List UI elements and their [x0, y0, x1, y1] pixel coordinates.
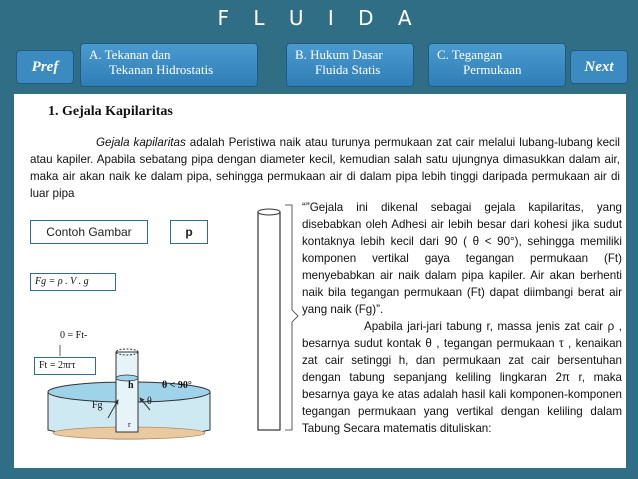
explanation-paragraph-1: “”Gejala ini dikenal sebagai gejala kapilaritas, yang disebabkan oleh Adhesi air lebih besar dari kohesi jika sudut kontaknya lebih kecil dari 90 ( θ < 90°), sehingga memiliki komponen vertikal gaya tegangan permukaan (Ft) menyebabkan air naik dalam pipa kapiler. Air akan berhenti naik bila tegangan permukaan (Ft) dapat diimbangi berat air yang naik (Fg)”. [302, 201, 622, 316]
tube-top-ellipse [258, 209, 280, 215]
explanation-paragraph-2: Apabila jari-jari tabung r, massa jenis zat cair ρ , besarnya sudut kontak θ , tegangan permukaan τ , kenaikan zat cair setinggi h, dan permukaan zat cair bersentuhan dengan tabung sepanjang keliling lingkaran 2π r, maka besarnya gaya ke atas adalah hasil kali komponen-komponen tegangan permukaan yang vertikal dengan keliling dalam Tabung Secara matematis dituliskan: [302, 320, 622, 435]
p-button-label: p [185, 225, 193, 239]
tab-tekanan-line2: Tekanan Hidrostatis [109, 62, 214, 77]
formula-ft: Ft = 2πrτ [39, 360, 76, 371]
tab-tekanan-line1: A. Tekanan dan [89, 47, 171, 62]
capillary-tube-right [258, 212, 280, 430]
brace [285, 205, 298, 430]
tab-hukum-dasar-line2: Fluida Statis [315, 62, 381, 77]
section-heading: 1. Gejala Kapilaritas [48, 104, 173, 119]
label-r: r [128, 420, 131, 429]
tab-hukum-dasar-line1: B. Hukum Dasar [295, 47, 383, 62]
capillary-tube-small [116, 352, 138, 432]
prev-button-label: Pref [31, 59, 59, 75]
formula-ft-box [34, 357, 96, 375]
intro-term: Gejala kapilaritas [96, 136, 186, 149]
formula-fg-box [30, 273, 116, 291]
label-h: h [128, 380, 134, 391]
next-button-label: Next [584, 59, 614, 75]
tab-tegangan-line2: Permukaan [463, 62, 522, 77]
small-tube-level [116, 375, 138, 381]
label-fg: Fg [92, 400, 103, 411]
tab-tegangan-line1: C. Tegangan [437, 47, 503, 62]
contoh-gambar-label: Contoh Gambar [46, 225, 132, 239]
intro-text: adalah Peristiwa naik atau turunya permukaan zat cair melalui lubang-lubang kecil atau kapiler. Apabila sebatang pipa dengan diameter kecil, kemudian salah satu ujungnya dimasukkan dalam air, maka air akan naik ke dalam pipa, sehingga permukaan air di dalam pipa lebih tinggi daripada permukaan air di luar pipa [30, 136, 620, 200]
label-angle: θ < 90° [162, 380, 192, 391]
page-title: F L U I D A [217, 6, 421, 30]
label-theta: θ [147, 396, 152, 407]
formula-zero: 0 = Ft- [60, 330, 88, 341]
formula-fg: Fg = ρ . V . g [35, 276, 89, 287]
